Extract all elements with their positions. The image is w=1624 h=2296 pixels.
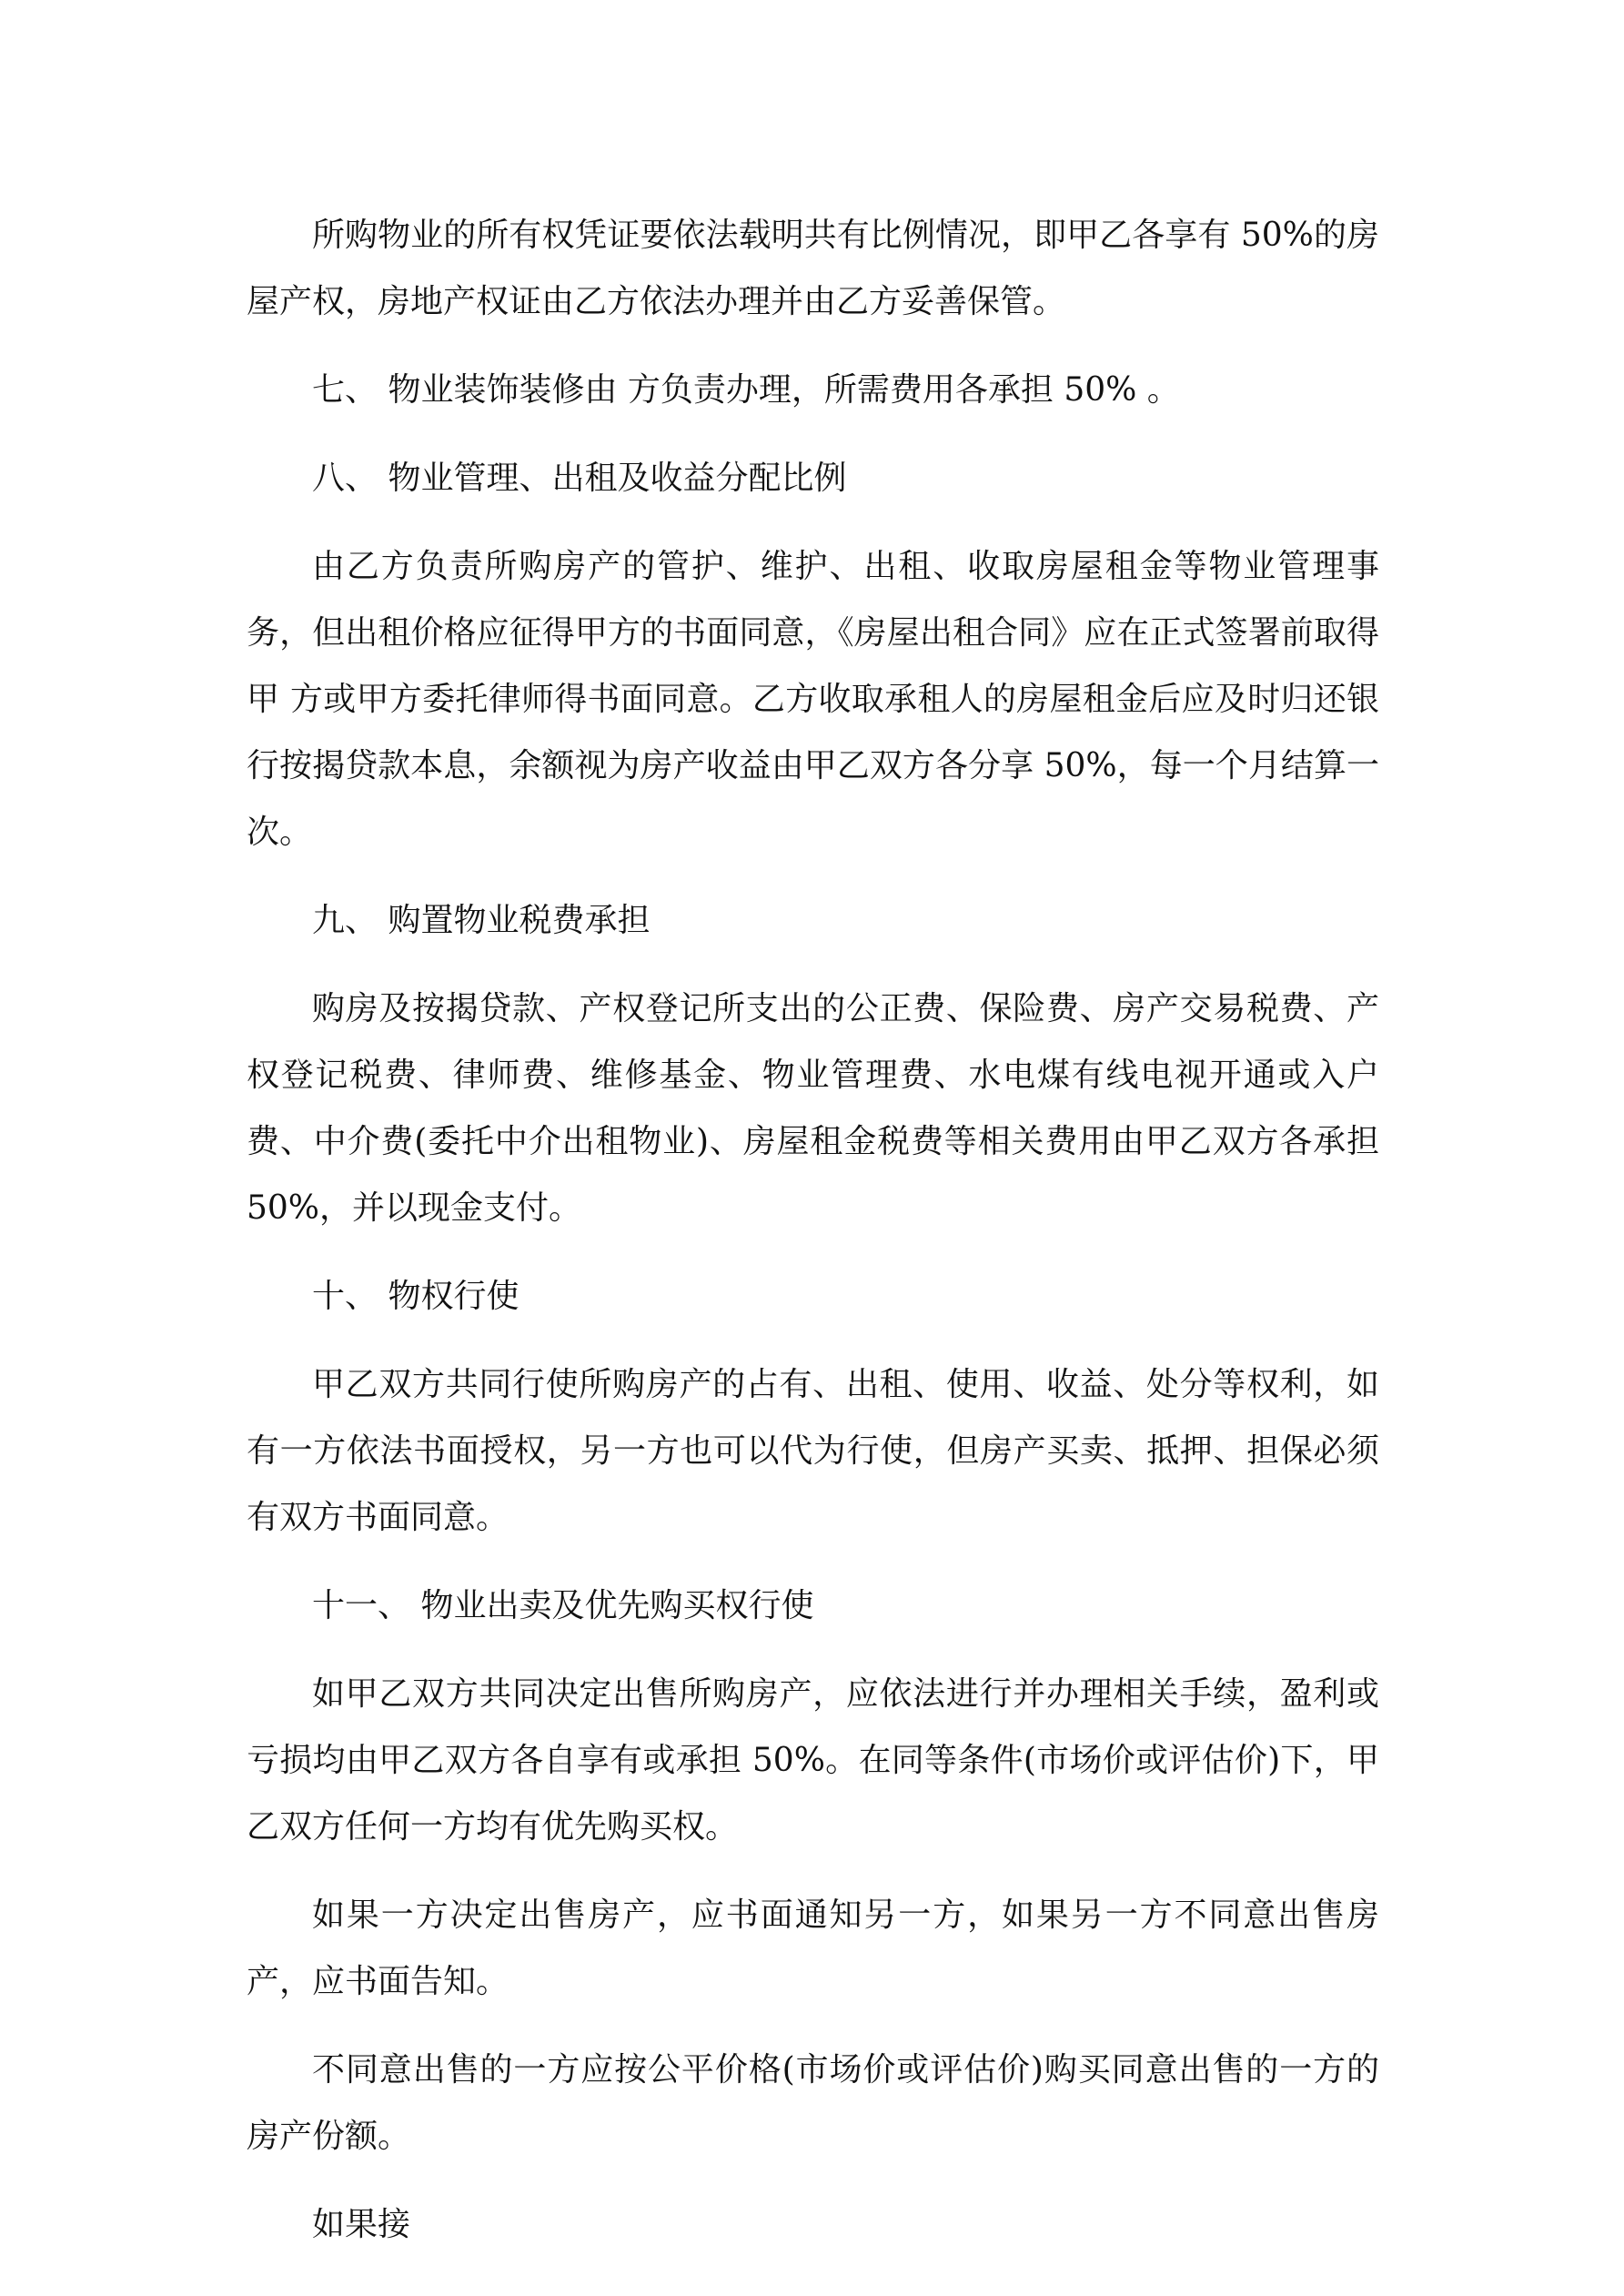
document-body bbox=[247, 202, 1379, 2258]
paragraph-tax-fees: 购房及按揭贷款、产权登记所支出的公正费、保险费、房产交易税费、产权登记税费、律师费、维修基金、物业管理费、水电煤有线电视开通或入户费、中介费(委托中介出租物业)、房屋租金税费等相关费用由甲乙双方各承担 50%，并以现金支付。 bbox=[247, 990, 1379, 1227]
paragraph-purchase-share: 不同意出售的一方应按公平价格(市场价或评估价)购买同意出售的一方的房产份额。 bbox=[247, 2051, 1379, 2155]
paragraph-ownership-certificate: 所购物业的所有权凭证要依法载明共有比例情况，即甲乙各享有 50%的房屋产权，房地产权证由乙方依法办理并由乙方妥善保管。 bbox=[247, 217, 1379, 320]
paragraph-property-management: 由乙方负责所购房产的管护、维护、出租、收取房屋租金等物业管理事务，但出租价格应征得甲方的书面同意，《房屋出租合同》应在正式签署前取得甲 方或甲方委托律师得书面同意。乙方收取承租人的房屋租金后应及时归还银行按揭贷款本息，余额视为房产收益由甲乙双方各分享 50%，每一个月结算一次。 bbox=[247, 548, 1379, 851]
clause-8-heading: 八、 物业管理、出租及收益分配比例 bbox=[312, 460, 847, 497]
clause-10-heading: 十、 物权行使 bbox=[312, 1278, 519, 1315]
paragraph-sale-notice: 如果一方决定出售房产，应书面通知另一方，如果另一方不同意出售房产，应书面告知。 bbox=[247, 1896, 1379, 2000]
clause-7-decoration: 七、 物业装饰装修由 方负责办理，所需费用各承担 50% 。 bbox=[312, 371, 1180, 409]
clause-9-heading: 九、 购置物业税费承担 bbox=[312, 902, 651, 939]
paragraph-joint-sale: 如甲乙双方共同决定出售所购房产，应依法进行并办理相关手续，盈利或亏损均由甲乙双方各自享有或承担 50%。在同等条件(市场价或评估价)下，甲乙双方任何一方均有优先购买权。 bbox=[247, 1675, 1379, 1846]
paragraph-truncated: 如果接 bbox=[312, 2206, 411, 2243]
clause-11-heading: 十一、 物业出卖及优先购买权行使 bbox=[312, 1587, 814, 1624]
paragraph-rights-exercise: 甲乙双方共同行使所购房产的占有、出租、使用、收益、处分等权利，如有一方依法书面授权，另一方也可以代为行使，但房产买卖、抵押、担保必须有双方书面同意。 bbox=[247, 1366, 1379, 1536]
